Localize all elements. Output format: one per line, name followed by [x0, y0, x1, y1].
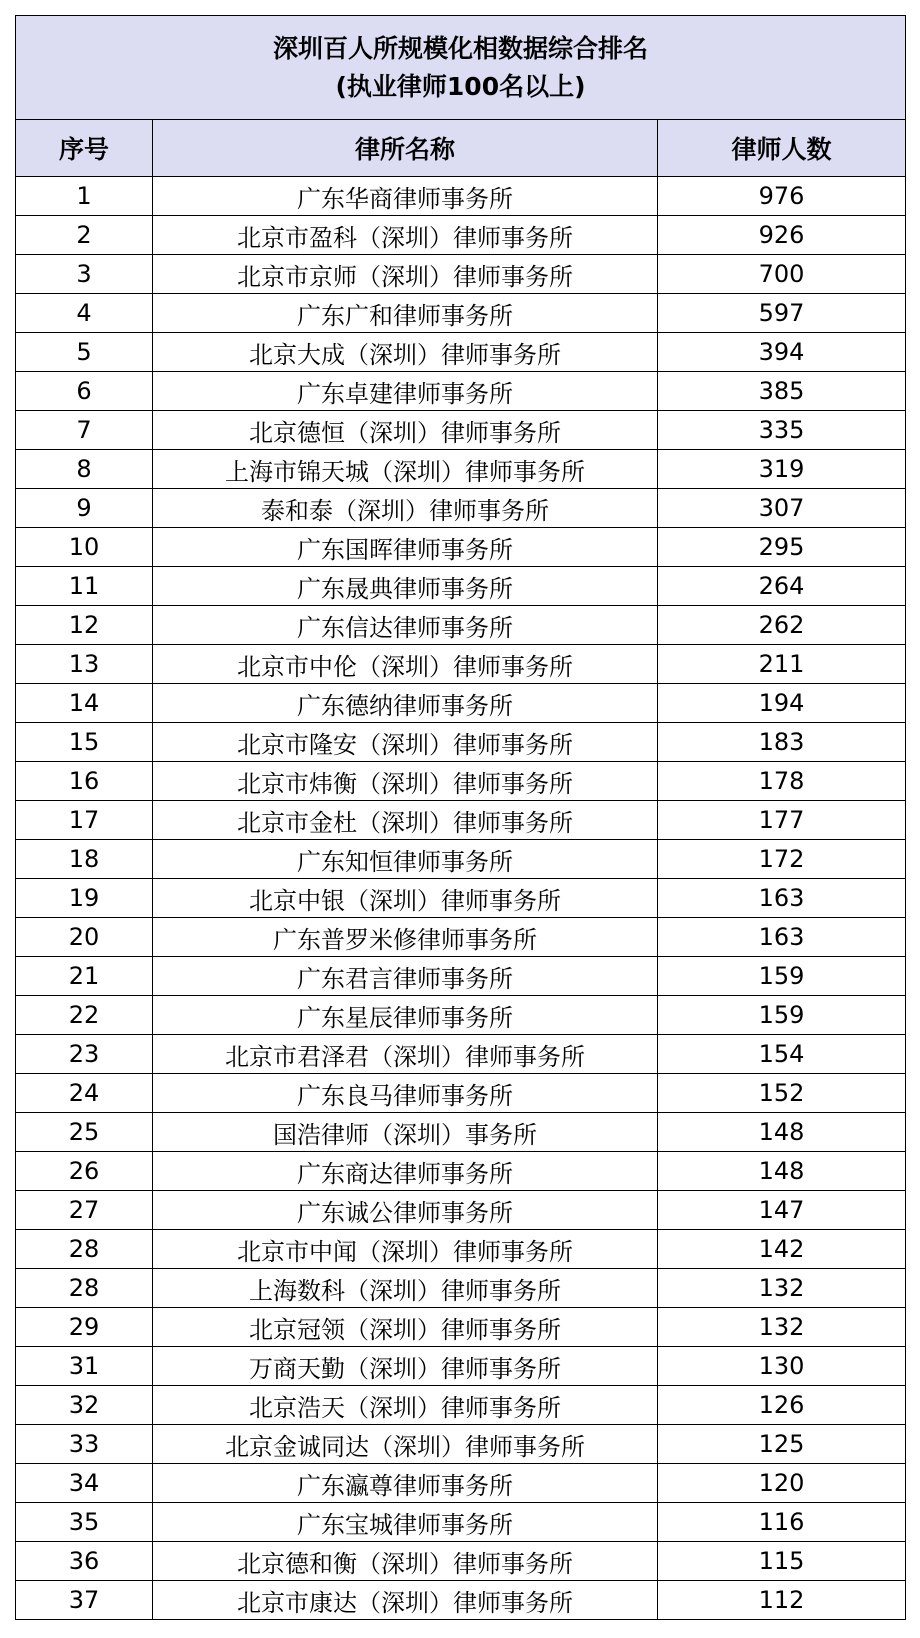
table-row	[16, 1542, 906, 1581]
firm-name-cell: 广东诚公律师事务所	[153, 1191, 658, 1230]
firm-name-cell: 广东晟典律师事务所	[153, 567, 658, 606]
firm-name-cell: 北京德恒（深圳）律师事务所	[153, 411, 658, 450]
rank-cell: 36	[16, 1542, 153, 1581]
lawyer-count-cell: 126	[658, 1386, 906, 1425]
table-row	[16, 996, 906, 1035]
lawyer-count-cell: 132	[658, 1269, 906, 1308]
lawyer-count-cell: 926	[658, 216, 906, 255]
firm-name-cell: 北京市金杜（深圳）律师事务所	[153, 801, 658, 840]
firm-name-cell: 北京德和衡（深圳）律师事务所	[153, 1542, 658, 1581]
lawyer-count-cell: 130	[658, 1347, 906, 1386]
firm-name-cell: 北京市中闻（深圳）律师事务所	[153, 1230, 658, 1269]
lawyer-count-cell: 597	[658, 294, 906, 333]
lawyer-count-cell: 307	[658, 489, 906, 528]
lawyer-count-cell: 178	[658, 762, 906, 801]
rank-cell: 28	[16, 1269, 153, 1308]
header-lawyer-count: 律师人数	[658, 120, 906, 177]
table-row	[16, 1113, 906, 1152]
lawyer-count-cell: 172	[658, 840, 906, 879]
table-row	[16, 1230, 906, 1269]
table-body	[16, 177, 906, 1620]
rank-cell: 10	[16, 528, 153, 567]
table-row	[16, 723, 906, 762]
lawyer-count-cell: 112	[658, 1581, 906, 1620]
rank-cell: 8	[16, 450, 153, 489]
lawyer-count-cell: 152	[658, 1074, 906, 1113]
firm-name-cell: 上海数科（深圳）律师事务所	[153, 1269, 658, 1308]
lawyer-count-cell: 211	[658, 645, 906, 684]
firm-name-cell: 北京中银（深圳）律师事务所	[153, 879, 658, 918]
firm-name-cell: 北京浩天（深圳）律师事务所	[153, 1386, 658, 1425]
lawyer-count-cell: 163	[658, 879, 906, 918]
rank-cell: 3	[16, 255, 153, 294]
firm-name-cell: 广东卓建律师事务所	[153, 372, 658, 411]
lawyer-count-cell: 159	[658, 957, 906, 996]
firm-name-cell: 广东君言律师事务所	[153, 957, 658, 996]
rank-cell: 24	[16, 1074, 153, 1113]
rank-cell: 22	[16, 996, 153, 1035]
table-row	[16, 567, 906, 606]
lawyer-count-cell: 132	[658, 1308, 906, 1347]
lawyer-count-cell: 148	[658, 1152, 906, 1191]
header-rank: 序号	[16, 120, 153, 177]
lawyer-count-cell: 154	[658, 1035, 906, 1074]
firm-name-cell: 北京冠领（深圳）律师事务所	[153, 1308, 658, 1347]
rank-cell: 23	[16, 1035, 153, 1074]
firm-name-cell: 广东良马律师事务所	[153, 1074, 658, 1113]
lawyer-count-cell: 163	[658, 918, 906, 957]
lawyer-count-cell: 976	[658, 177, 906, 216]
table-row	[16, 606, 906, 645]
table-row	[16, 918, 906, 957]
rank-cell: 33	[16, 1425, 153, 1464]
table-row	[16, 1191, 906, 1230]
lawyer-count-cell: 183	[658, 723, 906, 762]
firm-name-cell: 北京市隆安（深圳）律师事务所	[153, 723, 658, 762]
firm-name-cell: 广东星辰律师事务所	[153, 996, 658, 1035]
table-header-row	[16, 120, 906, 177]
rank-cell: 29	[16, 1308, 153, 1347]
table-row	[16, 1035, 906, 1074]
lawyer-count-cell: 394	[658, 333, 906, 372]
table-row	[16, 489, 906, 528]
lawyer-count-cell: 115	[658, 1542, 906, 1581]
firm-name-cell: 广东国晖律师事务所	[153, 528, 658, 567]
firm-name-cell: 上海市锦天城（深圳）律师事务所	[153, 450, 658, 489]
table-row	[16, 255, 906, 294]
firm-name-cell: 广东知恒律师事务所	[153, 840, 658, 879]
rank-cell: 19	[16, 879, 153, 918]
rank-cell: 20	[16, 918, 153, 957]
table-row	[16, 645, 906, 684]
table-row	[16, 216, 906, 255]
lawyer-count-cell: 159	[658, 996, 906, 1035]
rank-cell: 37	[16, 1581, 153, 1620]
table-row	[16, 1464, 906, 1503]
rank-cell: 9	[16, 489, 153, 528]
rank-cell: 5	[16, 333, 153, 372]
lawyer-count-cell: 264	[658, 567, 906, 606]
table-row	[16, 528, 906, 567]
lawyer-count-cell: 147	[658, 1191, 906, 1230]
table-row	[16, 411, 906, 450]
firm-name-cell: 广东普罗米修律师事务所	[153, 918, 658, 957]
rank-cell: 16	[16, 762, 153, 801]
table-row	[16, 450, 906, 489]
table-title-line1: 深圳百人所规模化相数据综合排名	[273, 33, 649, 63]
table-row	[16, 801, 906, 840]
table-row	[16, 1308, 906, 1347]
lawyer-count-cell: 194	[658, 684, 906, 723]
table-row	[16, 1425, 906, 1464]
table-row	[16, 1269, 906, 1308]
lawyer-count-cell: 142	[658, 1230, 906, 1269]
table-row	[16, 1074, 906, 1113]
rank-cell: 1	[16, 177, 153, 216]
rank-cell: 11	[16, 567, 153, 606]
rank-cell: 32	[16, 1386, 153, 1425]
lawyer-count-cell: 177	[658, 801, 906, 840]
lawyer-count-cell: 125	[658, 1425, 906, 1464]
rank-cell: 21	[16, 957, 153, 996]
rank-cell: 15	[16, 723, 153, 762]
firm-name-cell: 广东瀛尊律师事务所	[153, 1464, 658, 1503]
lawyer-count-cell: 319	[658, 450, 906, 489]
firm-name-cell: 广东广和律师事务所	[153, 294, 658, 333]
lawyer-count-cell: 148	[658, 1113, 906, 1152]
lawyer-count-cell: 385	[658, 372, 906, 411]
rank-cell: 25	[16, 1113, 153, 1152]
rank-cell: 14	[16, 684, 153, 723]
firm-name-cell: 北京市中伦（深圳）律师事务所	[153, 645, 658, 684]
rank-cell: 17	[16, 801, 153, 840]
lawyer-count-cell: 295	[658, 528, 906, 567]
table-row	[16, 762, 906, 801]
lawyer-count-cell: 700	[658, 255, 906, 294]
table-row	[16, 1581, 906, 1620]
rank-cell: 26	[16, 1152, 153, 1191]
firm-name-cell: 北京市京师（深圳）律师事务所	[153, 255, 658, 294]
lawyer-count-cell: 116	[658, 1503, 906, 1542]
firm-name-cell: 北京大成（深圳）律师事务所	[153, 333, 658, 372]
firm-name-cell: 广东信达律师事务所	[153, 606, 658, 645]
rank-cell: 12	[16, 606, 153, 645]
lawyer-count-cell: 262	[658, 606, 906, 645]
table-row	[16, 1386, 906, 1425]
lawyer-count-cell: 335	[658, 411, 906, 450]
rank-cell: 35	[16, 1503, 153, 1542]
table-row	[16, 177, 906, 216]
table-row	[16, 957, 906, 996]
table-row	[16, 372, 906, 411]
table-row	[16, 684, 906, 723]
table-row	[16, 1347, 906, 1386]
firm-name-cell: 广东商达律师事务所	[153, 1152, 658, 1191]
rank-cell: 4	[16, 294, 153, 333]
rank-cell: 31	[16, 1347, 153, 1386]
table-title	[16, 16, 906, 120]
firm-name-cell: 北京金诚同达（深圳）律师事务所	[153, 1425, 658, 1464]
table-row	[16, 1152, 906, 1191]
firm-name-cell: 北京市炜衡（深圳）律师事务所	[153, 762, 658, 801]
firm-name-cell: 国浩律师（深圳）事务所	[153, 1113, 658, 1152]
firm-name-cell: 北京市盈科（深圳）律师事务所	[153, 216, 658, 255]
header-firm-name: 律所名称	[153, 120, 658, 177]
table-row	[16, 1503, 906, 1542]
table-title-row	[16, 16, 906, 120]
rank-cell: 7	[16, 411, 153, 450]
firm-name-cell: 北京市康达（深圳）律师事务所	[153, 1581, 658, 1620]
rank-cell: 27	[16, 1191, 153, 1230]
rank-cell: 34	[16, 1464, 153, 1503]
lawyer-count-cell: 120	[658, 1464, 906, 1503]
rank-cell: 28	[16, 1230, 153, 1269]
firm-name-cell: 广东华商律师事务所	[153, 177, 658, 216]
table-row	[16, 840, 906, 879]
firm-name-cell: 泰和泰（深圳）律师事务所	[153, 489, 658, 528]
table-row	[16, 294, 906, 333]
rank-cell: 6	[16, 372, 153, 411]
rank-cell: 13	[16, 645, 153, 684]
firm-name-cell: 广东宝城律师事务所	[153, 1503, 658, 1542]
rank-cell: 18	[16, 840, 153, 879]
firm-name-cell: 广东德纳律师事务所	[153, 684, 658, 723]
firm-name-cell: 北京市君泽君（深圳）律师事务所	[153, 1035, 658, 1074]
firm-name-cell: 万商天勤（深圳）律师事务所	[153, 1347, 658, 1386]
table-row	[16, 333, 906, 372]
table-title-line2: (执业律师100名以上)	[335, 71, 586, 101]
table-row	[16, 879, 906, 918]
rank-cell: 2	[16, 216, 153, 255]
ranking-table	[15, 15, 906, 1620]
